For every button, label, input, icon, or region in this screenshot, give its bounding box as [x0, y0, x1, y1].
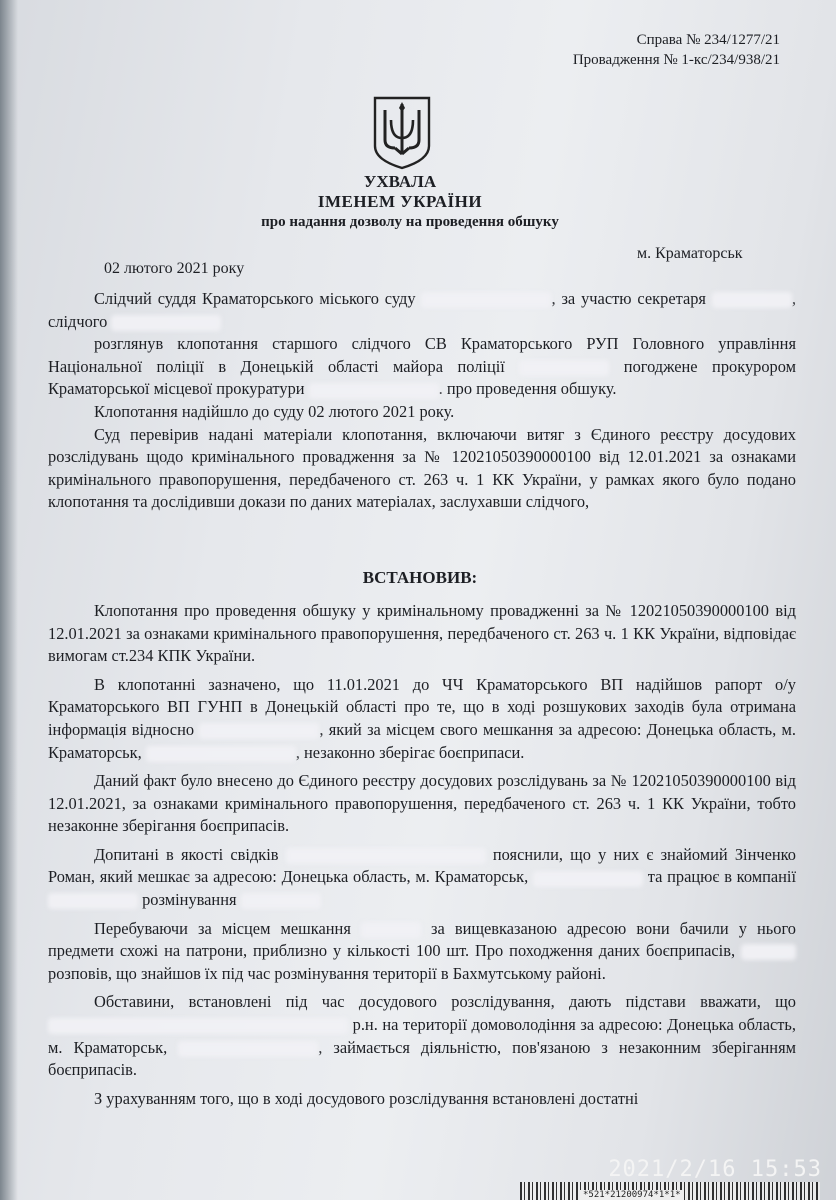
proceeding-number: Провадження № 1-кс/234/938/21 [572, 52, 780, 68]
text: Перебуваючи за місцем мешкання [94, 918, 351, 938]
document-authority: ІМЕНЕМ УКРАЇНИ [317, 192, 483, 211]
paragraph-circumstances [48, 991, 796, 1081]
case-number: Справа № 234/1277/21 [636, 32, 780, 48]
redacted-name [361, 922, 421, 938]
text: Слідчий суддя Краматорського міського суду [94, 289, 416, 308]
text: пояснили, що у них є знайомий Зінченко Роман, який мешкає за адресою: Донецька область, м. Краматорськ, [48, 844, 796, 887]
text: , займається діяльністю, пов'язаною з незаконним зберіганням боєприпасів. [48, 1037, 796, 1080]
photo-timestamp: 2021/2/16 15:53 [608, 1157, 822, 1182]
text: Допитані в якості свідків [94, 844, 279, 864]
document-subject: про надання дозволу на проведення обшуку [261, 214, 559, 230]
redacted-name [309, 383, 439, 399]
redacted-name [111, 315, 221, 331]
redacted-name [421, 292, 551, 308]
paragraph-observations [48, 918, 796, 986]
redacted-name [48, 1018, 348, 1034]
document-body [48, 288, 796, 1110]
paragraph-judge [48, 288, 796, 333]
city: м. Краматорськ [637, 245, 743, 262]
text: погоджене прокурором Краматорської місцевої прокуратури [48, 356, 796, 399]
paragraph-report [48, 674, 796, 764]
redacted-name [712, 292, 792, 308]
redacted-name [519, 360, 609, 376]
text: р.н. на території домоволодіння за адресою: Донецька область, м. Краматорськ, [48, 1015, 796, 1057]
redacted-company [241, 893, 321, 909]
redacted-name [741, 944, 796, 960]
text: та працює в компанії [647, 867, 796, 887]
text: , незаконно зберігає боєприпаси. [295, 742, 525, 762]
text: , за участю секретаря [551, 289, 706, 308]
barcode-text: *521*21200974*1*1* [580, 1190, 684, 1200]
paragraph-compliance: Клопотання про проведення обшуку у кримінальному провадженні за № 12021050390000100 від 12.01.2021 за ознаками кримінального правопорушення, передбаченого ст. 263 ч. 1 КК України, відповідає вимогам ст.234 КПК України. [48, 600, 796, 666]
text: , який за місцем свого мешкання за адресою: Донецька область, м. Краматорськ, [48, 719, 796, 762]
redacted-address [178, 1041, 318, 1057]
paragraph-review: Суд перевірив надані матеріали клопотання, включаючи витяг з Єдиного реєстру досудових розслідувань щодо кримінального провадження за № 12021050390000100 від 12.01.2021 за ознаками кримінального правопорушення, передбаченого ст. 263 ч. 1 КК України, у рамках якого було подано клопотання та дослідивши докази по даних матеріалах, заслухавши слідчого, [48, 424, 796, 512]
redacted-name [199, 723, 319, 739]
section-heading: ВСТАНОВИВ: [362, 568, 478, 587]
paragraph-witnesses [48, 844, 796, 912]
document-date: 02 лютого 2021 року [104, 260, 245, 277]
text: Обставини, встановлені під час досудового розслідування, дають підстави вважати, що [94, 992, 796, 1012]
redacted-names [286, 848, 486, 864]
text: В клопотанні зазначено, що 11.01.2021 до ЧЧ Краматорського ВП надійшов рапорт о/у Краматорського ВП ГУНП в Донецькій області про те, що в ході розшукових заходів була отримана інформація відносно [48, 674, 796, 739]
redacted-address [146, 746, 296, 762]
paragraph-registry: Даний факт було внесено до Єдиного реєстру досудових розслідувань за № 12021050390000100 від 12.01.2021, за ознаками кримінального правопорушення, передбаченого ст. 263 ч. 1 КК України, тобто незаконне зберігання боєприпасів. [48, 771, 796, 836]
paragraph-received: Клопотання надійшло до суду 02 лютого 2021 року. [94, 401, 455, 421]
text: . про проведення обшуку. [438, 379, 617, 399]
redacted-company [48, 893, 138, 909]
paragraph-petition [48, 333, 796, 401]
text: розглянув клопотання старшого слідчого СВ Краматорського РУП Головного управління Національної поліції в Донецькій області майора поліції [48, 334, 796, 376]
text: розмінування [142, 890, 237, 910]
case-info [573, 30, 780, 70]
text: розповів, що знайшов їх під час розмінування території в Бахмутському районі. [48, 963, 606, 983]
text: за вищевказаною адресою вони бачили у нього предмети схожі на патрони, приблизно у кількості 100 шт. Про походження даних боєприпасів, [48, 918, 796, 961]
text: , слідчого [48, 289, 796, 331]
document-type: УХВАЛА [363, 172, 437, 191]
paragraph-considering: З урахуванням того, що в ході досудового розслідування встановлені достатні [94, 1088, 639, 1108]
coat-of-arms-icon [371, 94, 433, 170]
redacted-address [533, 871, 643, 887]
